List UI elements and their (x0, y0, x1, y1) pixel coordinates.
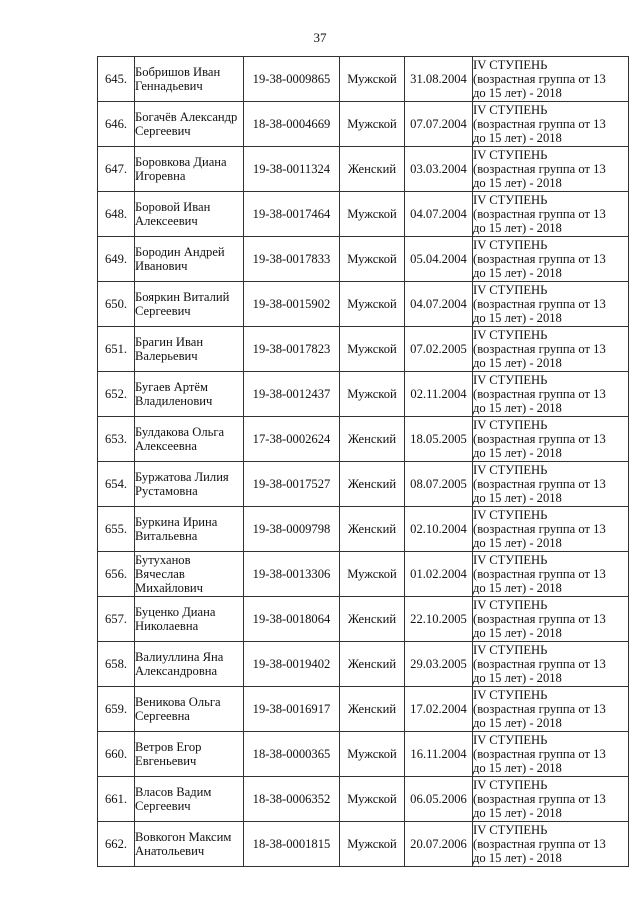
sex: Женский (340, 642, 405, 687)
stage-line: (возрастная группа от 13 (473, 836, 606, 851)
row-number: 651. (98, 327, 135, 372)
stage-line: (возрастная группа от 13 (473, 296, 606, 311)
row-number: 649. (98, 237, 135, 282)
participant-name-line: Буценко Диана (135, 604, 216, 619)
participant-name (135, 732, 244, 777)
table-row (98, 552, 629, 597)
participant-name (135, 57, 244, 102)
row-number: 656. (98, 552, 135, 597)
birth-date: 31.08.2004 (405, 57, 473, 102)
stage-line: до 15 лет) - 2018 (473, 491, 562, 506)
stage-line: до 15 лет) - 2018 (473, 311, 562, 326)
birth-date: 08.07.2005 (405, 462, 473, 507)
stage-line: IV СТУПЕНЬ (473, 327, 548, 342)
birth-date: 01.02.2004 (405, 552, 473, 597)
stage-info (473, 597, 629, 642)
sex: Мужской (340, 327, 405, 372)
row-number: 657. (98, 597, 135, 642)
stage-line: (возрастная группа от 13 (473, 521, 606, 536)
participant-name (135, 777, 244, 822)
row-number: 653. (98, 417, 135, 462)
stage-line: до 15 лет) - 2018 (473, 356, 562, 371)
participant-name-line: Бородин Андрей (135, 244, 225, 259)
participant-name-line: Александровна (135, 664, 218, 678)
table-row (98, 642, 629, 687)
uin-code: 19-38-0017527 (244, 462, 340, 507)
participant-name-line: Бугаев Артём (135, 379, 208, 394)
participant-name (135, 642, 244, 687)
participant-name-line: Анатольевич (135, 844, 205, 858)
stage-line: (возрастная группа от 13 (473, 611, 606, 626)
stage-line: до 15 лет) - 2018 (473, 176, 562, 191)
table-row (98, 732, 629, 777)
stage-line: (возрастная группа от 13 (473, 431, 606, 446)
stage-line: до 15 лет) - 2018 (473, 806, 562, 821)
participant-name (135, 327, 244, 372)
table-row (98, 192, 629, 237)
table-row (98, 147, 629, 192)
stage-line: IV СТУПЕНЬ (473, 687, 548, 702)
participant-name-line: Боровой Иван (135, 199, 211, 214)
table-row (98, 822, 629, 867)
participant-name (135, 192, 244, 237)
participant-name-line: Бутуханов (135, 552, 191, 567)
stage-line: IV СТУПЕНЬ (473, 777, 548, 792)
stage-info (473, 642, 629, 687)
participant-name-line: Сергеевич (135, 304, 191, 318)
stage-info (473, 282, 629, 327)
birth-date: 07.07.2004 (405, 102, 473, 147)
page-number: 37 (313, 30, 327, 45)
participant-name-line: Веникова Ольга (135, 694, 221, 709)
table-row (98, 372, 629, 417)
stage-info (473, 57, 629, 102)
table-row (98, 507, 629, 552)
participant-name (135, 597, 244, 642)
participant-name-line: Сергеевич (135, 124, 191, 138)
sex: Женский (340, 687, 405, 732)
row-number: 658. (98, 642, 135, 687)
uin-code: 19-38-0019402 (244, 642, 340, 687)
stage-info (473, 822, 629, 867)
participants-table (97, 56, 629, 867)
stage-line: до 15 лет) - 2018 (473, 671, 562, 686)
sex: Женский (340, 462, 405, 507)
row-number: 655. (98, 507, 135, 552)
uin-code: 19-38-0018064 (244, 597, 340, 642)
participant-name (135, 687, 244, 732)
participant-name (135, 372, 244, 417)
stage-line: (возрастная группа от 13 (473, 746, 606, 761)
stage-line: IV СТУПЕНЬ (473, 57, 548, 72)
row-number: 650. (98, 282, 135, 327)
uin-code: 19-38-0009865 (244, 57, 340, 102)
row-number: 645. (98, 57, 135, 102)
stage-info (473, 507, 629, 552)
participant-name-line: Бояркин Виталий (135, 289, 230, 304)
participant-name-line: Алексеевич (135, 214, 198, 228)
stage-line: IV СТУПЕНЬ (473, 552, 548, 567)
birth-date: 04.07.2004 (405, 282, 473, 327)
participant-name-line: Вовкогон Максим (135, 829, 232, 844)
stage-line: (возрастная группа от 13 (473, 386, 606, 401)
sex: Женский (340, 147, 405, 192)
table-row (98, 57, 629, 102)
birth-date: 29.03.2005 (405, 642, 473, 687)
uin-code: 19-38-0009798 (244, 507, 340, 552)
row-number: 659. (98, 687, 135, 732)
stage-line: до 15 лет) - 2018 (473, 536, 562, 551)
uin-code: 19-38-0012437 (244, 372, 340, 417)
participant-name-line: Буркина Ирина (135, 514, 218, 529)
participant-name-line: Богачёв Александр (135, 109, 238, 124)
stage-line: (возрастная группа от 13 (473, 566, 606, 581)
uin-code: 19-38-0015902 (244, 282, 340, 327)
birth-date: 18.05.2005 (405, 417, 473, 462)
participant-name-line: Валиуллина Яна (135, 649, 224, 664)
participant-name (135, 552, 244, 597)
stage-line: IV СТУПЕНЬ (473, 192, 548, 207)
uin-code: 19-38-0017464 (244, 192, 340, 237)
sex: Женский (340, 597, 405, 642)
sex: Мужской (340, 822, 405, 867)
stage-line: (возрастная группа от 13 (473, 116, 606, 131)
stage-line: IV СТУПЕНЬ (473, 597, 548, 612)
participant-name-line: Ветров Егор (135, 739, 202, 754)
table-row (98, 687, 629, 732)
birth-date: 05.04.2004 (405, 237, 473, 282)
sex: Женский (340, 417, 405, 462)
stage-line: IV СТУПЕНЬ (473, 732, 548, 747)
birth-date: 03.03.2004 (405, 147, 473, 192)
stage-line: до 15 лет) - 2018 (473, 581, 562, 596)
stage-line: IV СТУПЕНЬ (473, 417, 548, 432)
stage-line: (возрастная группа от 13 (473, 161, 606, 176)
participant-name (135, 147, 244, 192)
uin-code: 19-38-0017823 (244, 327, 340, 372)
stage-line: IV СТУПЕНЬ (473, 642, 548, 657)
birth-date: 06.05.2006 (405, 777, 473, 822)
uin-code: 18-38-0006352 (244, 777, 340, 822)
stage-line: IV СТУПЕНЬ (473, 147, 548, 162)
stage-line: IV СТУПЕНЬ (473, 237, 548, 252)
stage-line: IV СТУПЕНЬ (473, 507, 548, 522)
stage-info (473, 417, 629, 462)
participant-name (135, 462, 244, 507)
participant-name-line: Игоревна (135, 169, 186, 183)
table-row (98, 597, 629, 642)
birth-date: 04.07.2004 (405, 192, 473, 237)
stage-line: (возрастная группа от 13 (473, 701, 606, 716)
stage-line: до 15 лет) - 2018 (473, 86, 562, 101)
stage-line: (возрастная группа от 13 (473, 71, 606, 86)
row-number: 660. (98, 732, 135, 777)
sex: Мужской (340, 372, 405, 417)
stage-line: до 15 лет) - 2018 (473, 761, 562, 776)
birth-date: 20.07.2006 (405, 822, 473, 867)
uin-code: 19-38-0016917 (244, 687, 340, 732)
participant-name-line: Брагин Иван (135, 334, 204, 349)
stage-line: до 15 лет) - 2018 (473, 446, 562, 461)
stage-line: IV СТУПЕНЬ (473, 822, 548, 837)
table-row (98, 417, 629, 462)
uin-code: 18-38-0001815 (244, 822, 340, 867)
participant-name-line: Владиленович (135, 394, 213, 408)
sex: Мужской (340, 732, 405, 777)
participant-name-line: Николаевна (135, 619, 199, 633)
row-number: 647. (98, 147, 135, 192)
birth-date: 02.10.2004 (405, 507, 473, 552)
sex: Мужской (340, 102, 405, 147)
participant-name-line: Буржатова Лилия (135, 469, 229, 484)
sex: Мужской (340, 282, 405, 327)
stage-line: до 15 лет) - 2018 (473, 401, 562, 416)
stage-line: IV СТУПЕНЬ (473, 372, 548, 387)
uin-code: 18-38-0004669 (244, 102, 340, 147)
table-row (98, 237, 629, 282)
stage-line: до 15 лет) - 2018 (473, 851, 562, 866)
table-body (98, 57, 629, 867)
stage-info (473, 237, 629, 282)
stage-info (473, 462, 629, 507)
participant-name-line: Иванович (135, 259, 188, 273)
participant-name-line: Бобришов Иван (135, 64, 221, 79)
participant-name-line: Сергеевич (135, 799, 191, 813)
stage-info (473, 102, 629, 147)
stage-line: до 15 лет) - 2018 (473, 266, 562, 281)
stage-line: (возрастная группа от 13 (473, 791, 606, 806)
row-number: 646. (98, 102, 135, 147)
row-number: 661. (98, 777, 135, 822)
birth-date: 17.02.2004 (405, 687, 473, 732)
sex: Мужской (340, 57, 405, 102)
stage-info (473, 732, 629, 777)
uin-code: 18-38-0000365 (244, 732, 340, 777)
stage-line: (возрастная группа от 13 (473, 251, 606, 266)
participant-name-line: Геннадьевич (135, 79, 203, 93)
participant-name-line: Сергеевна (135, 709, 190, 723)
participant-name (135, 822, 244, 867)
table-row (98, 102, 629, 147)
stage-info (473, 777, 629, 822)
participant-name (135, 102, 244, 147)
participant-name-line: Боровкова Диана (135, 154, 227, 169)
participant-name-line: Вячеслав (135, 566, 185, 581)
stage-line: до 15 лет) - 2018 (473, 716, 562, 731)
table-row (98, 462, 629, 507)
stage-line: (возрастная группа от 13 (473, 656, 606, 671)
participant-name-line: Рустамовна (135, 484, 198, 498)
participant-name (135, 282, 244, 327)
table-row (98, 327, 629, 372)
uin-code: 17-38-0002624 (244, 417, 340, 462)
birth-date: 02.11.2004 (405, 372, 473, 417)
participant-name (135, 237, 244, 282)
birth-date: 22.10.2005 (405, 597, 473, 642)
stage-line: IV СТУПЕНЬ (473, 282, 548, 297)
participant-name-line: Евгеньевич (135, 754, 197, 768)
row-number: 648. (98, 192, 135, 237)
sex: Мужской (340, 552, 405, 597)
stage-line: (возрастная группа от 13 (473, 476, 606, 491)
row-number: 654. (98, 462, 135, 507)
stage-line: до 15 лет) - 2018 (473, 131, 562, 146)
stage-line: IV СТУПЕНЬ (473, 102, 548, 117)
stage-info (473, 372, 629, 417)
participant-name-line: Валерьевич (135, 349, 198, 363)
sex: Мужской (340, 192, 405, 237)
sex: Женский (340, 507, 405, 552)
stage-info (473, 687, 629, 732)
stage-info (473, 192, 629, 237)
stage-line: IV СТУПЕНЬ (473, 462, 548, 477)
participant-name-line: Алексеевна (135, 439, 197, 453)
participant-name-line: Витальевна (135, 529, 198, 543)
uin-code: 19-38-0011324 (244, 147, 340, 192)
sex: Мужской (340, 777, 405, 822)
participant-name (135, 417, 244, 462)
uin-code: 19-38-0017833 (244, 237, 340, 282)
sex: Мужской (340, 237, 405, 282)
table-row (98, 777, 629, 822)
stage-info (473, 552, 629, 597)
stage-line: до 15 лет) - 2018 (473, 626, 562, 641)
stage-info (473, 327, 629, 372)
uin-code: 19-38-0013306 (244, 552, 340, 597)
participant-name (135, 507, 244, 552)
participant-name-line: Власов Вадим (135, 784, 212, 799)
stage-info (473, 147, 629, 192)
birth-date: 16.11.2004 (405, 732, 473, 777)
row-number: 662. (98, 822, 135, 867)
stage-line: (возрастная группа от 13 (473, 341, 606, 356)
stage-line: до 15 лет) - 2018 (473, 221, 562, 236)
birth-date: 07.02.2005 (405, 327, 473, 372)
stage-line: (возрастная группа от 13 (473, 206, 606, 221)
participant-name-line: Булдакова Ольга (135, 424, 225, 439)
participant-name-line: Михайлович (135, 581, 203, 596)
table-row (98, 282, 629, 327)
row-number: 652. (98, 372, 135, 417)
